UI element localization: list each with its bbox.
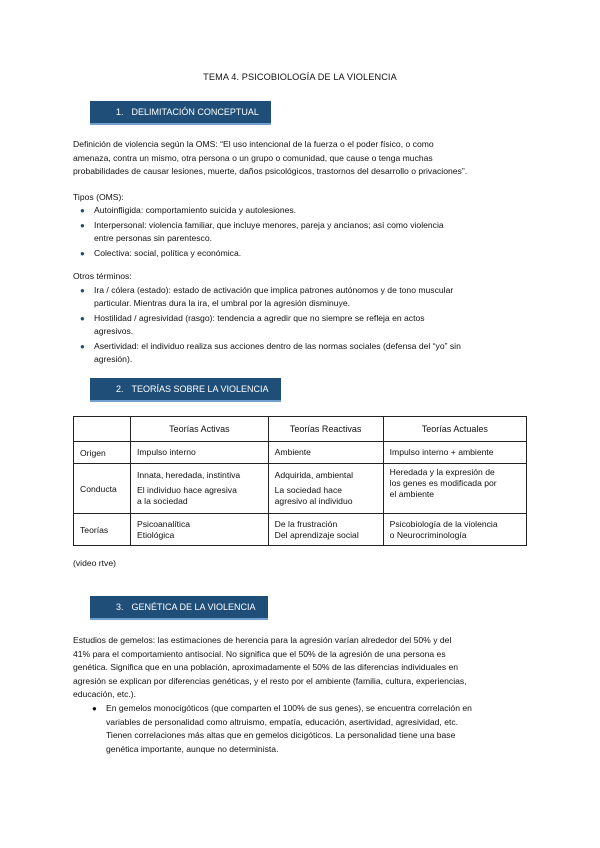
bullet-icon: ● bbox=[80, 286, 85, 295]
table-cell: Heredada y la expresión de los genes es modificada por el ambiente bbox=[383, 464, 526, 514]
table-cell: Adquirida, ambiental La sociedad hace agresivo al individuo bbox=[268, 464, 383, 514]
section-header-3 bbox=[90, 596, 268, 620]
bullet-icon: ● bbox=[80, 342, 85, 351]
text-line: agresión se explican por diferencias genéticas, y el resto por el ambiente (familia, cultura, experiencias, bbox=[73, 675, 467, 686]
table-cell: De la frustración Del aprendizaje social bbox=[268, 514, 383, 546]
row-label: Conducta bbox=[74, 464, 131, 514]
table-cell: Psicoanalítica Etiológica bbox=[131, 514, 269, 546]
definition-paragraph bbox=[73, 138, 543, 179]
row-label: Origen bbox=[74, 442, 131, 464]
bullet-icon: ● bbox=[80, 221, 85, 230]
list-item: ● Hostilidad / agresividad (rasgo): tendencia a agredir que no siempre se refleja en actos agresivos. bbox=[80, 313, 425, 336]
table-cell: Innata, heredada, instintiva El individuo hace agresiva a la sociedad bbox=[131, 464, 269, 514]
table-header-cell: Teorías Reactivas bbox=[268, 417, 383, 442]
list-item: ● Autoinfligida: comportamiento suicida y autolesiones. bbox=[80, 205, 297, 215]
text-line: amenaza, contra un mismo, otra persona o un grupo o comunidad, que cause o tenga muchas bbox=[73, 152, 433, 163]
section-number: 3. bbox=[116, 602, 124, 612]
types-list bbox=[80, 204, 542, 262]
text-line: probabilidades de causar lesiones, muerte, daños psicológicos, trastornos del desarrollo o privaciones”. bbox=[73, 166, 468, 176]
genetics-list bbox=[92, 702, 542, 758]
table-header-cell: Teorías Actuales bbox=[383, 417, 526, 442]
video-note: (video rtve) bbox=[73, 558, 116, 568]
table-row bbox=[74, 464, 527, 514]
bullet-icon: ● bbox=[80, 314, 85, 323]
genetics-paragraph bbox=[73, 634, 543, 702]
text-line: genética. Significa que en una población, aproximadamente el 50% de las diferencias individuales en bbox=[73, 662, 459, 672]
table-header-cell bbox=[74, 417, 131, 442]
table-header-row bbox=[74, 417, 527, 442]
bullet-icon: ● bbox=[80, 206, 85, 215]
other-terms-list bbox=[80, 284, 542, 368]
list-item: ● Asertividad: el individuo realiza sus acciones dentro de las normas sociales (defensa del “yo” sin agresión). bbox=[80, 341, 461, 364]
section-label: GENÉTICA DE LA VIOLENCIA bbox=[131, 602, 256, 612]
section-header-2 bbox=[90, 378, 281, 402]
bullet-icon: ● bbox=[80, 249, 85, 258]
table-cell: Ambiente bbox=[268, 442, 383, 464]
other-terms-heading: Otros términos: bbox=[73, 271, 132, 281]
theories-table bbox=[73, 416, 527, 546]
page-title: TEMA 4. PSICOBIOLOGÍA DE LA VIOLENCIA bbox=[203, 72, 397, 82]
table-cell: Psicobiología de la violencia o Neurocriminología bbox=[383, 514, 526, 546]
section-number: 1. bbox=[116, 107, 124, 117]
list-item: ● Colectiva: social, política y económica. bbox=[80, 248, 242, 258]
text-line: educación, etc.). bbox=[73, 689, 137, 699]
section-header-1 bbox=[90, 101, 271, 125]
table-header-cell: Teorías Activas bbox=[131, 417, 269, 442]
list-item: ● Interpersonal: violencia familiar, que incluye menores, pareja y ancianos; así como violencia entre personas sin parentesco. bbox=[80, 220, 444, 243]
table-cell: Impulso interno bbox=[131, 442, 269, 464]
bullet-icon: ● bbox=[92, 704, 97, 713]
table-row bbox=[74, 514, 527, 546]
section-label: TEORÍAS SOBRE LA VIOLENCIA bbox=[131, 384, 269, 394]
text-line: Definición de violencia según la OMS: “El uso intencional de la fuerza o el poder físico, o como bbox=[73, 139, 434, 149]
table-cell: Impulso interno + ambiente bbox=[383, 442, 526, 464]
list-item: ● Ira / cólera (estado): estado de activación que implica patrones autónomos y de tono muscular particular. Mientras dura la ira, el umbral por la agresión disminuye. bbox=[80, 285, 454, 308]
row-label: Teorías bbox=[74, 514, 131, 546]
table-row bbox=[74, 442, 527, 464]
text-line: Estudios de gemelos: las estimaciones de herencia para la agresión varían alrededor del 50% y del bbox=[73, 635, 452, 645]
types-heading: Tipos (OMS): bbox=[73, 192, 124, 202]
list-item: ● En gemelos monocigóticos (que comparten el 100% de sus genes), se encuentra correlación en variables de personalidad como altruismo, empatía, educación, asertividad, agresividad, etc. Tienen correlaciones más altas que en gemelos dicigóticos. La personalidad tiene una base genética importante, aunque no determinista. bbox=[92, 703, 472, 754]
section-label: DELIMITACIÓN CONCEPTUAL bbox=[131, 107, 259, 117]
text-line: 41% para el comportamiento antisocial. No significa que el 50% de la agresión de una persona es bbox=[73, 648, 446, 659]
section-number: 2. bbox=[116, 384, 124, 394]
